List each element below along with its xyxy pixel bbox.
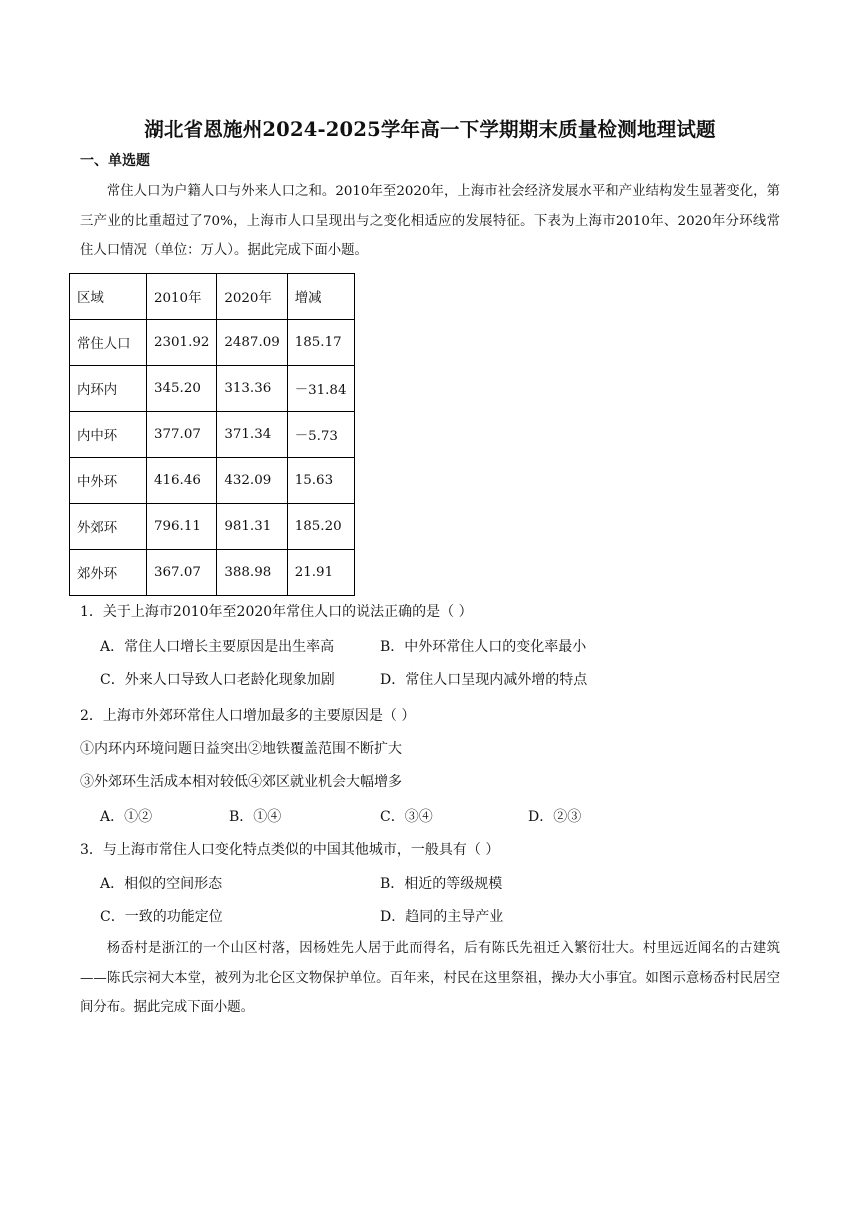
table-cell: －5.73 <box>287 412 354 458</box>
question-2-option-a: A．①② <box>100 809 153 825</box>
question-1-option-d: D．常住人口呈现内减外增的特点 <box>380 672 588 688</box>
question-1-option-b: B．中外环常住人口的变化率最小 <box>380 639 587 655</box>
question-2-statement-line-2: ③外郊环生活成本相对较低④郊区就业机会大幅增多 <box>80 774 402 790</box>
table-cell: 367.07 <box>147 550 217 596</box>
question-2-statement-line-1: ①内环内环境问题日益突出②地铁覆盖范围不断扩大 <box>80 741 402 757</box>
table-cell: 内中环 <box>70 412 147 458</box>
table-cell: 345.20 <box>147 366 217 412</box>
question-3-option-d: D．趋同的主导产业 <box>380 909 504 925</box>
table-cell: 388.98 <box>217 550 287 596</box>
table-cell: 981.31 <box>217 504 287 550</box>
question-3-stem: 3．与上海市常住人口变化特点类似的中国其他城市，一般具有（ ） <box>80 842 500 858</box>
question-1-option-c: C．外来人口导致人口老龄化现象加剧 <box>100 672 335 688</box>
table-header-row <box>70 274 355 320</box>
reading-passage-2: 杨岙村是浙江的一个山区村落，因杨姓先人居于此而得名，后有陈氏先祖迁入繁衍壮大。村里远近闻名的古建筑——陈氏宗祠大本堂，被列为北仑区文物保护单位。百年来，村民在这里祭祖，操办大小事宜。如图示意杨岙村民居空间分布。据此完成下面小题。 <box>80 941 780 1015</box>
table-cell: 371.34 <box>217 412 287 458</box>
table-header-cell: 区域 <box>70 274 147 320</box>
population-table <box>69 273 355 596</box>
table-cell: 185.17 <box>287 320 354 366</box>
table-cell: 常住人口 <box>70 320 147 366</box>
table-row <box>70 366 355 412</box>
table-cell: 796.11 <box>147 504 217 550</box>
table-cell: 内环内 <box>70 366 147 412</box>
table-cell: 377.07 <box>147 412 217 458</box>
question-2-option-b: B．①④ <box>229 809 282 825</box>
table-cell: 中外环 <box>70 458 147 504</box>
table-cell: 2487.09 <box>217 320 287 366</box>
question-1-stem: 1．关于上海市2010年至2020年常住人口的说法正确的是（ ） <box>80 604 473 620</box>
table-row <box>70 412 355 458</box>
table-cell: 313.36 <box>217 366 287 412</box>
table-cell: 185.20 <box>287 504 354 550</box>
table-cell: 21.91 <box>287 550 354 596</box>
table-cell: －31.84 <box>287 366 354 412</box>
table-cell: 416.46 <box>147 458 217 504</box>
table-header-cell: 增减 <box>287 274 354 320</box>
table-cell: 2301.92 <box>147 320 217 366</box>
question-3-option-c: C．一致的功能定位 <box>100 909 223 925</box>
question-2-stem: 2．上海市外郊环常住人口增加最多的主要原因是（ ） <box>80 708 416 724</box>
question-3-option-b: B．相近的等级规模 <box>380 876 503 892</box>
table-cell: 郊外环 <box>70 550 147 596</box>
section-heading: 一、单选题 <box>80 153 150 169</box>
table-cell: 432.09 <box>217 458 287 504</box>
table-row <box>70 504 355 550</box>
table-row <box>70 320 355 366</box>
table-header-cell: 2020年 <box>217 274 287 320</box>
table-cell: 15.63 <box>287 458 354 504</box>
reading-passage-1: 常住人口为户籍人口与外来人口之和。2010年至2020年，上海市社会经济发展水平和产业结构发生显著变化，第三产业的比重超过了70%，上海市人口呈现出与之变化相适应的发展特征。下表为上海市2010年、2020年分环线常住人口情况（单位：万人）。据此完成下面小题。 <box>80 184 780 258</box>
question-1-option-a: A．常住人口增长主要原因是出生率高 <box>100 639 335 655</box>
question-3-option-a: A．相似的空间形态 <box>100 876 223 892</box>
table-header-cell: 2010年 <box>147 274 217 320</box>
question-2-option-c: C．③④ <box>380 809 433 825</box>
question-2-option-d: D．②③ <box>528 809 582 825</box>
table-row <box>70 458 355 504</box>
exam-title: 湖北省恩施州2024-2025学年高一下学期期末质量检测地理试题 <box>144 118 716 141</box>
table-cell: 外郊环 <box>70 504 147 550</box>
table-row <box>70 550 355 596</box>
